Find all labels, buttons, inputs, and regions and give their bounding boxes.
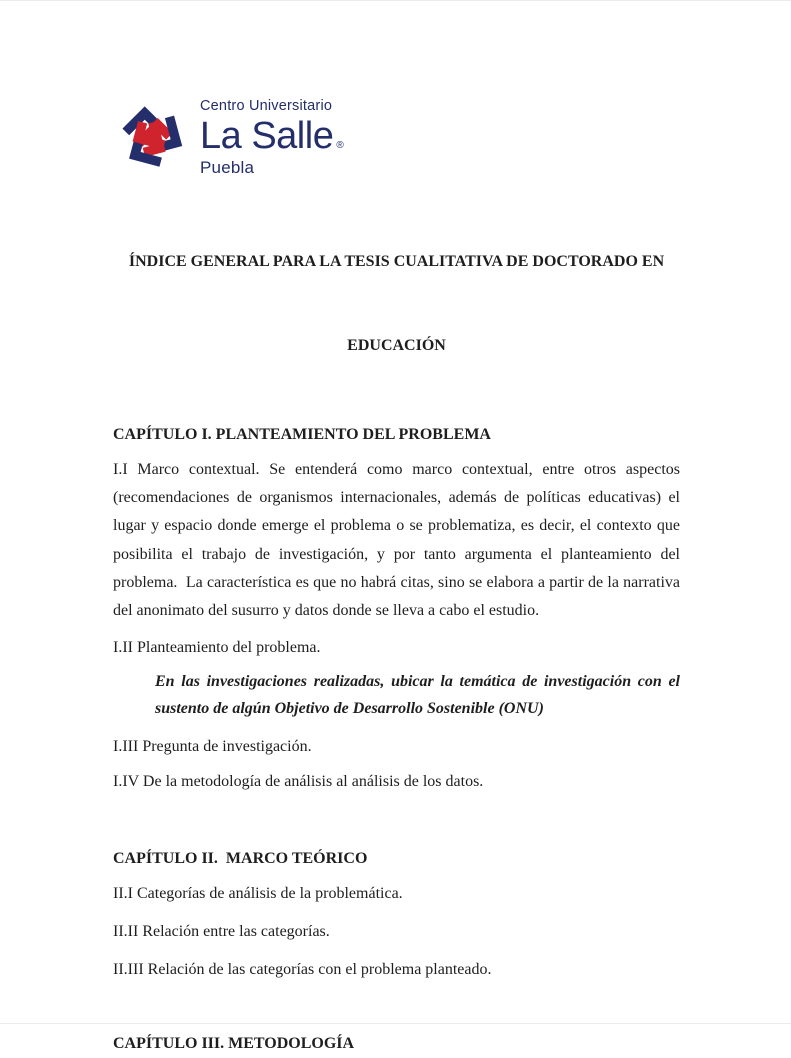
lasalle-logo [113,97,680,177]
document-title [113,192,680,416]
logo-institution-line: Centro Universitario [200,98,333,114]
chapter1-item-1-2: I.II Planteamiento del problema. [113,639,321,657]
lasalle-triangle-icon [113,97,191,177]
chapter1-heading: CAPÍTULO I. PLANTEAMIENTO DEL PROBLEMA [113,426,491,443]
chapter1-paragraph-marco-contextual: I.I Marco contextual. Se entenderá como marco contextual, entre otros aspectos (recomendaciones de organismos internacionales, además de políticas educativas) el lugar y espacio donde emerge el problema o se problematiza, es decir, el contexto que posibilita el trabajo de investigación, y por tanto argumenta el planteamiento del problema. La característica es que no habrá citas, sino se elabora a partir de la narrativa del anonimato del susurro y datos donde se lleva a cabo el estudio. [113,461,684,620]
registered-trademark-icon: ® [336,139,344,151]
logo-brand-name: La Salle [200,114,334,157]
chapter2-item-2-1: II.I Categorías de análisis de la problemática. [113,885,403,903]
lasalle-logo-text [200,97,344,176]
chapter1-item-1-4: I.IV De la metodología de análisis al análisis de los datos. [113,773,484,791]
document-title-line1: ÍNDICE GENERAL PARA LA TESIS CUALITATIVA DE DOCTORADO EN [128,253,665,270]
chapter2-heading: CAPÍTULO II. MARCO TEÓRICO [113,850,368,868]
logo-campus-name: Puebla [200,157,255,177]
page-content [113,1,684,1058]
chapter3-heading: CAPÍTULO III. METODOLOGÍA [113,1035,355,1053]
chapter2-item-2-2: II.II Relación entre las categorías. [113,923,330,941]
logo-brand-row [200,114,344,155]
document-title-line2: EDUCACIÓN [347,337,446,354]
chapter1-ods-note: En las investigaciones realizadas, ubicar la temática de investigación con el sustento de algún Objetivo de Desarrollo Sostenible (ONU) [155,673,684,718]
chapter2-item-2-3: II.III Relación de las categorías con el problema planteado. [113,961,492,979]
chapter1-item-1-3: I.III Pregunta de investigación. [113,738,312,756]
